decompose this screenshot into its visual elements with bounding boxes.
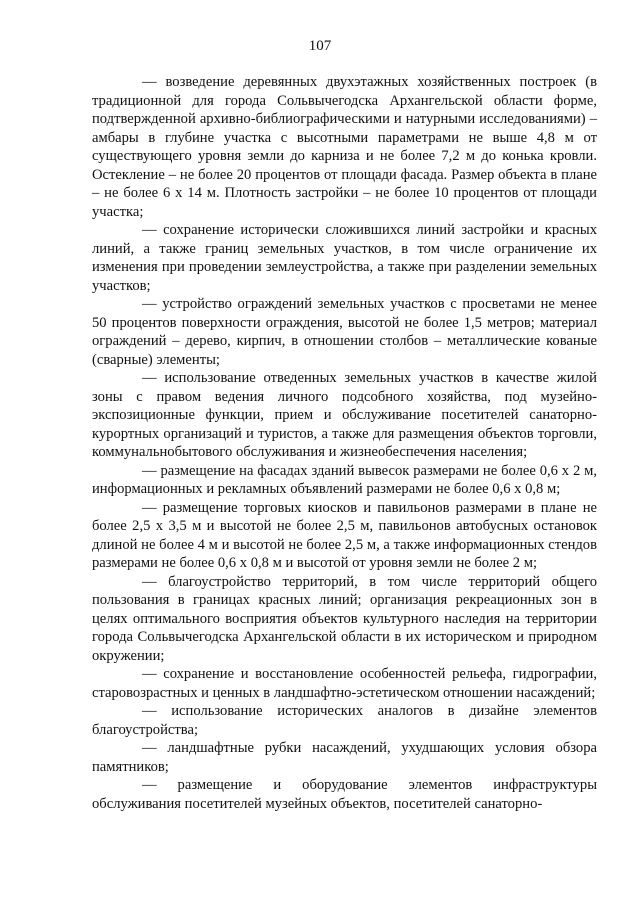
- paragraph-outbuildings: — возведение деревянных двухэтажных хозяйственных построек (в традиционной для города Сольвычегодска Архангельской области форме, подтвержденной архивно-библиографическими и натурными исследованиями) – амбары в глубине участка с высотными параметрами не выше 4,8 м от существующего уровня земли до карниза и не более 7,2 м до конька кровли. Остекление – не более 20 процентов от площади фасада. Размер объекта в плане – не более 6 х 14 м. Плотность застройки – не более 10 процентов от площади участка;: [92, 74, 597, 220]
- page-number: 107: [308, 38, 332, 54]
- paragraph-fences: — устройство ограждений земельных участков с просветами не менее 50 процентов поверхности ограждения, высотой не более 1,5 метров; материал ограждений – дерево, кирпич, в отношении столбов – металлические кованые (сварные) элементы;: [92, 296, 597, 368]
- paragraph-signage: — размещение на фасадах зданий вывесок размерами не более 0,6 х 2 м, информационных и рекламных объявлений размерами не более 0,6 х 0,8 м;: [92, 462, 597, 497]
- paragraph-building-lines: — сохранение исторически сложившихся линий застройки и красных линий, а также границ земельных участков, в том числе ограничение их изменения при проведении землеустройства, а также при разделении земельных участков;: [92, 222, 597, 294]
- paragraph-kiosks: — размещение торговых киосков и павильонов размерами в плане не более 2,5 х 3,5 м и высотой не более 2,5 м, павильонов автобусных остановок длиной не более 4 м и высотой не более 2,5 м, а также информационных стендов размерами не более 0,6 х 0,8 м и высотой от уровня земли не более 2 м;: [92, 499, 597, 571]
- paragraph-landscaping: — благоустройство территорий, в том числе территорий общего пользования в границах красных линий; организация рекреационных зон в целях оптимального восприятия объектов культурного наследия на территории города Сольвычегодска Архангельской области в их историческом и природном окружении;: [92, 573, 597, 664]
- document-body: [92, 73, 597, 813]
- paragraph-infrastructure: — размещение и оборудование элементов инфраструктуры обслуживания посетителей музейных объектов, посетителей санаторно-: [92, 777, 597, 812]
- paragraph-relief-preservation: — сохранение и восстановление особенностей рельефа, гидрографии, старовозрастных и ценных в ландшафтно-эстетическом отношении насаждений;: [92, 666, 597, 701]
- paragraph-landscape-cutting: — ландшафтные рубки насаждений, ухудшающих условия обзора памятников;: [92, 740, 597, 775]
- paragraph-historical-analogs: — использование исторических аналогов в дизайне элементов благоустройства;: [92, 703, 597, 738]
- paragraph-land-use: — использование отведенных земельных участков в качестве жилой зоны с правом ведения личного подсобного хозяйства, под музейно-экспозиционные функции, прием и обслуживание посетителей санаторно-курортных организаций и туристов, а также для размещения объектов торговли, коммунальнобытового обслуживания и жизнеобеспечения населения;: [92, 370, 597, 460]
